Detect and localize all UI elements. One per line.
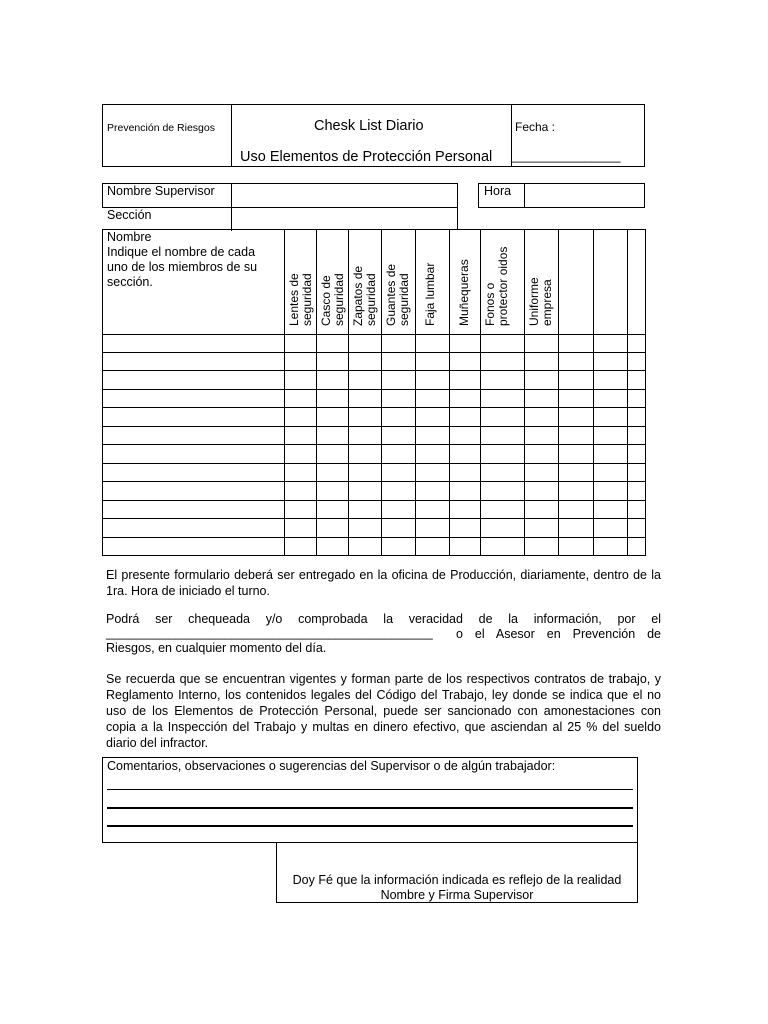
form-title: Chesk List Diario — [314, 118, 424, 134]
check-cell[interactable] — [416, 501, 449, 518]
check-cell[interactable] — [628, 501, 645, 518]
check-cell[interactable] — [481, 390, 524, 407]
check-cell[interactable] — [628, 390, 645, 407]
check-cell[interactable] — [317, 390, 348, 407]
check-cell[interactable] — [416, 482, 449, 500]
check-cell[interactable] — [594, 335, 627, 352]
check-cell[interactable] — [382, 445, 415, 463]
check-cell[interactable] — [382, 335, 415, 352]
check-cell[interactable] — [559, 408, 593, 426]
check-cell[interactable] — [317, 353, 348, 370]
check-cell[interactable] — [317, 427, 348, 444]
check-cell[interactable] — [382, 464, 415, 481]
paragraph-verification-line2: o el Asesor en Prevención de — [456, 627, 661, 641]
check-cell[interactable] — [450, 482, 480, 500]
worker-name-cell[interactable] — [103, 519, 284, 537]
comments-line-2[interactable] — [107, 807, 633, 809]
check-cell[interactable] — [525, 519, 558, 537]
check-cell[interactable] — [416, 371, 449, 389]
check-cell[interactable] — [382, 408, 415, 426]
form-subtitle: Uso Elementos de Protección Personal — [240, 149, 493, 165]
check-cell[interactable] — [349, 408, 381, 426]
check-cell[interactable] — [594, 482, 627, 500]
supervisor-label: Nombre Supervisor — [107, 184, 215, 198]
check-cell[interactable] — [559, 445, 593, 463]
check-cell[interactable] — [628, 538, 645, 555]
check-cell[interactable] — [525, 390, 558, 407]
check-cell[interactable] — [525, 464, 558, 481]
check-cell[interactable] — [450, 408, 480, 426]
check-cell[interactable] — [481, 408, 524, 426]
check-cell[interactable] — [285, 427, 316, 444]
check-cell[interactable] — [559, 519, 593, 537]
check-cell[interactable] — [559, 464, 593, 481]
check-cell[interactable] — [416, 353, 449, 370]
check-cell[interactable] — [349, 482, 381, 500]
column-label-text: empresa — [540, 279, 554, 326]
check-cell[interactable] — [317, 408, 348, 426]
column-label-text: seguridad — [397, 273, 411, 326]
check-cell[interactable] — [525, 408, 558, 426]
check-cell[interactable] — [416, 519, 449, 537]
check-cell[interactable] — [317, 482, 348, 500]
check-cell[interactable] — [416, 445, 449, 463]
check-cell[interactable] — [594, 501, 627, 518]
check-cell[interactable] — [594, 427, 627, 444]
column-label-text: seguridad — [364, 273, 378, 326]
check-cell[interactable] — [628, 335, 645, 352]
check-cell[interactable] — [285, 390, 316, 407]
check-cell[interactable] — [481, 371, 524, 389]
check-cell[interactable] — [450, 353, 480, 370]
check-cell[interactable] — [285, 353, 316, 370]
column-label-text: Uniforme — [527, 277, 541, 326]
check-cell[interactable] — [450, 464, 480, 481]
check-cell[interactable] — [628, 371, 645, 389]
signature-statement: Doy Fé que la información indicada es reflejo de la realidad — [292, 873, 622, 887]
check-cell[interactable] — [628, 482, 645, 500]
check-cell[interactable] — [594, 538, 627, 555]
check-cell[interactable] — [285, 371, 316, 389]
check-cell[interactable] — [559, 371, 593, 389]
check-cell[interactable] — [349, 538, 381, 555]
worker-name-cell[interactable] — [103, 445, 284, 463]
check-cell[interactable] — [481, 427, 524, 444]
column-label-text: Casco de — [319, 275, 333, 326]
check-cell[interactable] — [559, 335, 593, 352]
worker-name-cell[interactable] — [103, 501, 284, 518]
worker-name-cell[interactable] — [103, 353, 284, 370]
column-label-text: seguridad — [300, 273, 314, 326]
column-label-text: protector oidos — [496, 246, 510, 326]
check-cell[interactable] — [628, 353, 645, 370]
check-cell[interactable] — [481, 501, 524, 518]
check-cell[interactable] — [382, 519, 415, 537]
check-cell[interactable] — [594, 408, 627, 426]
check-cell[interactable] — [349, 501, 381, 518]
check-cell[interactable] — [594, 390, 627, 407]
column-label-text: seguridad — [332, 273, 346, 326]
check-cell[interactable] — [285, 501, 316, 518]
signature-label: Nombre y Firma Supervisor — [380, 888, 534, 902]
header-left-label: Prevención de Riesgos — [107, 122, 215, 134]
check-cell[interactable] — [628, 408, 645, 426]
worker-name-cell[interactable] — [103, 464, 284, 481]
check-cell[interactable] — [450, 501, 480, 518]
hora-label: Hora — [484, 184, 512, 198]
check-cell[interactable] — [349, 390, 381, 407]
check-cell[interactable] — [285, 445, 316, 463]
check-cell[interactable] — [628, 427, 645, 444]
check-cell[interactable] — [285, 335, 316, 352]
table-top-border — [102, 229, 645, 230]
comments-label: Comentarios, observaciones o sugerencias del Supervisor o de algún trabajador: — [107, 759, 556, 773]
check-cell[interactable] — [285, 408, 316, 426]
check-cell[interactable] — [481, 464, 524, 481]
check-cell[interactable] — [450, 538, 480, 555]
check-cell[interactable] — [481, 482, 524, 500]
check-cell[interactable] — [450, 445, 480, 463]
check-cell[interactable] — [285, 519, 316, 537]
check-cell[interactable] — [317, 519, 348, 537]
check-cell[interactable] — [481, 538, 524, 555]
comments-line-1[interactable] — [107, 789, 633, 790]
check-cell[interactable] — [481, 445, 524, 463]
check-cell[interactable] — [450, 427, 480, 444]
check-cell[interactable] — [317, 538, 348, 555]
check-cell[interactable] — [594, 353, 627, 370]
column-label-text: Fonos o — [483, 282, 497, 326]
check-cell[interactable] — [349, 427, 381, 444]
check-cell[interactable] — [416, 464, 449, 481]
check-cell[interactable] — [416, 427, 449, 444]
date-field[interactable]: _______________ — [512, 148, 621, 163]
check-cell[interactable] — [481, 519, 524, 537]
check-cell[interactable] — [450, 390, 480, 407]
check-cell[interactable] — [559, 501, 593, 518]
check-cell[interactable] — [317, 464, 348, 481]
check-cell[interactable] — [382, 501, 415, 518]
check-cell[interactable] — [559, 482, 593, 500]
check-cell[interactable] — [382, 371, 415, 389]
check-cell[interactable] — [594, 445, 627, 463]
paragraph-verification-line1: Podrá ser chequeada y/o comprobada la veracidad de la información, por el — [106, 612, 661, 626]
check-cell[interactable] — [317, 335, 348, 352]
check-cell[interactable] — [628, 445, 645, 463]
worker-name-cell[interactable] — [103, 538, 284, 555]
table-bottom-border — [102, 555, 646, 556]
check-cell[interactable] — [628, 464, 645, 481]
check-cell[interactable] — [525, 427, 558, 444]
check-cell[interactable] — [416, 335, 449, 352]
check-cell[interactable] — [349, 335, 381, 352]
column-label-text: Faja lumbar — [423, 262, 437, 326]
check-cell[interactable] — [349, 464, 381, 481]
check-cell[interactable] — [628, 519, 645, 537]
check-cell[interactable] — [525, 335, 558, 352]
check-cell[interactable] — [525, 445, 558, 463]
check-cell[interactable] — [317, 445, 348, 463]
check-cell[interactable] — [382, 427, 415, 444]
check-cell[interactable] — [559, 538, 593, 555]
check-cell[interactable] — [525, 538, 558, 555]
worker-name-cell[interactable] — [103, 408, 284, 426]
check-cell[interactable] — [416, 408, 449, 426]
worker-name-cell[interactable] — [103, 371, 284, 389]
check-cell[interactable] — [525, 353, 558, 370]
check-cell[interactable] — [382, 390, 415, 407]
check-cell[interactable] — [594, 371, 627, 389]
check-cell[interactable] — [450, 519, 480, 537]
check-cell[interactable] — [285, 482, 316, 500]
check-cell[interactable] — [450, 371, 480, 389]
check-cell[interactable] — [349, 519, 381, 537]
paragraph-verification-line3: Riesgos, en cualquier momento del día. — [106, 641, 327, 655]
check-cell[interactable] — [481, 335, 524, 352]
table-right-border — [645, 229, 646, 556]
check-cell[interactable] — [594, 519, 627, 537]
paragraph-legal-notice: Se recuerda que se encuentran vigentes y forman parte de los respectivos contratos de trabajo, y Reglamento Interno, los contenidos legales del Código del Trabajo, ley donde se indica que el no uso de los Elementos de Protección Personal, puede ser sancionado con amonestaciones con copia a la Inspección del Trabajo y multas en dinero efectivo, que asciendan al 25 % del sueldo diario del infractor. — [106, 672, 661, 750]
check-cell[interactable] — [525, 371, 558, 389]
worker-name-cell[interactable] — [103, 390, 284, 407]
column-label-text: Muñequeras — [457, 259, 471, 326]
check-cell[interactable] — [285, 464, 316, 481]
date-label: Fecha : — [515, 120, 556, 134]
check-cell[interactable] — [349, 371, 381, 389]
comments-line-3[interactable] — [107, 825, 633, 827]
check-cell[interactable] — [594, 464, 627, 481]
check-cell[interactable] — [559, 353, 593, 370]
worker-name-cell[interactable] — [103, 482, 284, 500]
check-cell[interactable] — [416, 390, 449, 407]
check-cell[interactable] — [525, 501, 558, 518]
check-cell[interactable] — [317, 371, 348, 389]
verifier-blank[interactable]: _______________________________________________ — [106, 626, 433, 640]
check-cell[interactable] — [349, 353, 381, 370]
worker-name-cell[interactable] — [103, 335, 284, 352]
column-label-text: Lentes de — [287, 273, 301, 326]
check-cell[interactable] — [382, 353, 415, 370]
seccion-label: Sección — [107, 208, 152, 222]
check-cell[interactable] — [317, 501, 348, 518]
check-cell[interactable] — [450, 335, 480, 352]
check-cell[interactable] — [416, 538, 449, 555]
check-cell[interactable] — [481, 353, 524, 370]
check-cell[interactable] — [525, 482, 558, 500]
name-column-header: Nombre — [107, 230, 152, 244]
column-label-text: Guantes de — [384, 263, 398, 326]
check-cell[interactable] — [349, 445, 381, 463]
check-cell[interactable] — [559, 427, 593, 444]
check-cell[interactable] — [285, 538, 316, 555]
column-label-text: Zapatos de — [351, 265, 365, 326]
check-cell[interactable] — [559, 390, 593, 407]
check-cell[interactable] — [382, 482, 415, 500]
paragraph-delivery: El presente formulario deberá ser entregado en la oficina de Producción, diariamente, dentro de la 1ra. Hora de iniciado el turno. — [106, 568, 661, 598]
name-column-instruction: Indique el nombre de cada uno de los miembros de su sección. — [107, 245, 258, 289]
worker-name-cell[interactable] — [103, 427, 284, 444]
check-cell[interactable] — [382, 538, 415, 555]
